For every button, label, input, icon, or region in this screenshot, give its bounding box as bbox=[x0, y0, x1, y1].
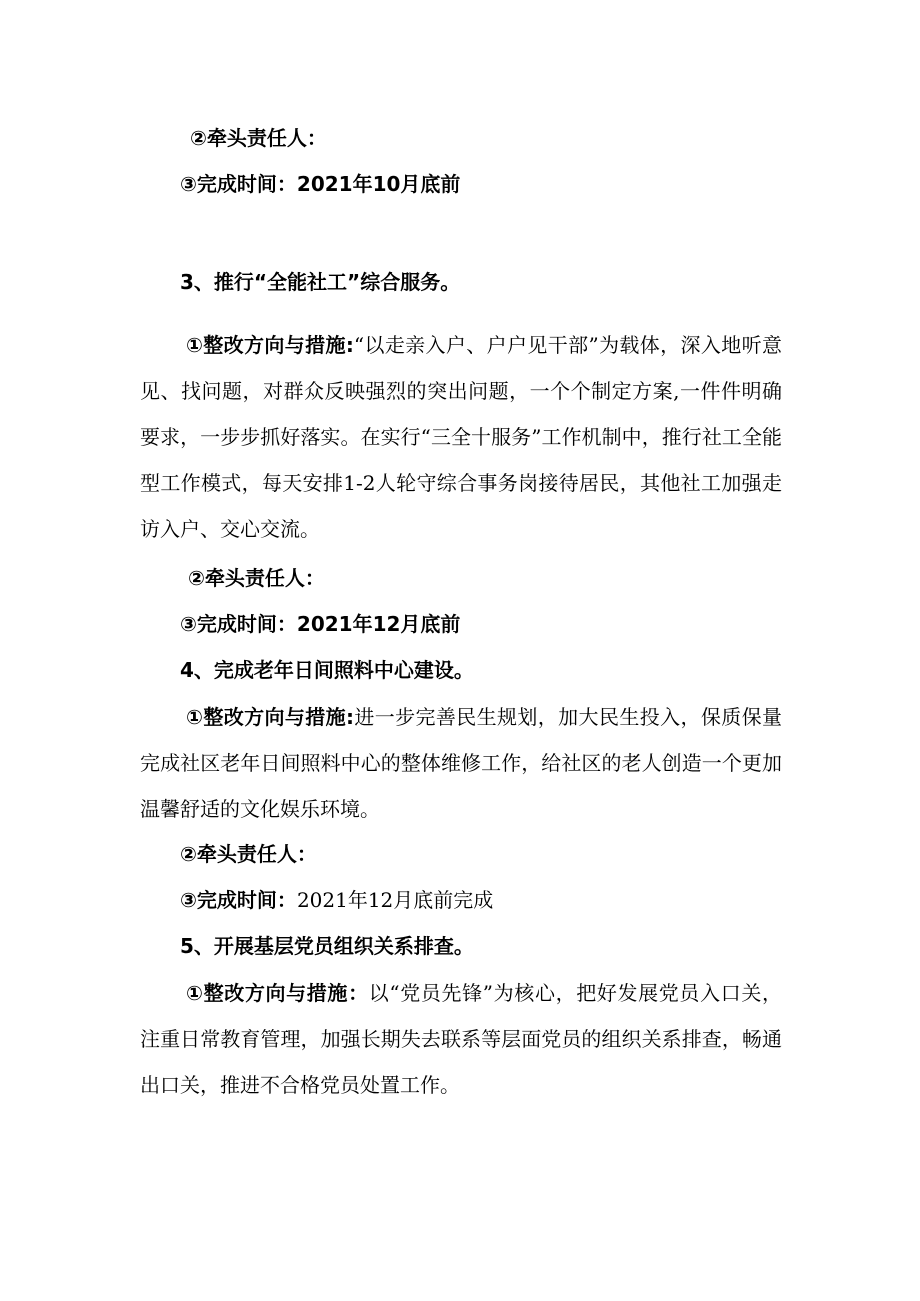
section-4-completion-time bbox=[180, 888, 493, 912]
section-5-measures bbox=[140, 970, 782, 1108]
section-3-measures-text: “以走亲入户、户户见干部”为载体，深入地听意见、找问题，对群众反映强烈的突出问题，一个个制定方案,一件件明确要求，一步步抓好落实。在实行“三全十服务”工作机制中，推行社工全能型工作模式，每天安排1-2人轮守综合事务岗接待居民，其他社工加强走访入户、交心交流。 bbox=[140, 333, 782, 541]
section-3-completion-time: ③完成时间：2021年12月底前 bbox=[180, 612, 461, 636]
section-5-measures-label: ①整改方向与措施： bbox=[186, 981, 369, 1005]
section-3-measures-label: ①整改方向与措施: bbox=[186, 333, 354, 357]
section-4-measures bbox=[140, 694, 782, 832]
top-leader: ②牵头责任人： bbox=[190, 126, 327, 150]
section-5-measures-text: 以“党员先锋”为核心，把好发展党员入口关，注重日常教育管理，加强长期失去联系等层面党员的组织关系排查，畅通出口关，推进不合格党员处置工作。 bbox=[140, 981, 783, 1097]
section-4-time-label: ③完成时间： bbox=[180, 888, 297, 912]
section-3-leader: ②牵头责任人： bbox=[188, 566, 325, 590]
top-completion-time: ③完成时间：2021年10月底前 bbox=[180, 172, 461, 196]
section-4-time-value: 2021年12月底前完成 bbox=[296, 888, 494, 912]
section-3-measures bbox=[140, 322, 782, 552]
section-4-leader: ②牵头责任人： bbox=[180, 842, 317, 866]
section-4-measures-label: ①整改方向与措施: bbox=[186, 705, 354, 729]
section-4-measures-text: 进一步完善民生规划，加大民生投入，保质保量完成社区老年日间照料中心的整体维修工作，给社区的老人创造一个更加温馨舒适的文化娱乐环境。 bbox=[140, 705, 782, 821]
section-3-heading: 3、推行“全能社工”综合服务。 bbox=[180, 270, 461, 294]
section-5-heading: 5、开展基层党员组织关系排查。 bbox=[180, 934, 474, 958]
section-4-heading: 4、完成老年日间照料中心建设。 bbox=[180, 658, 474, 682]
